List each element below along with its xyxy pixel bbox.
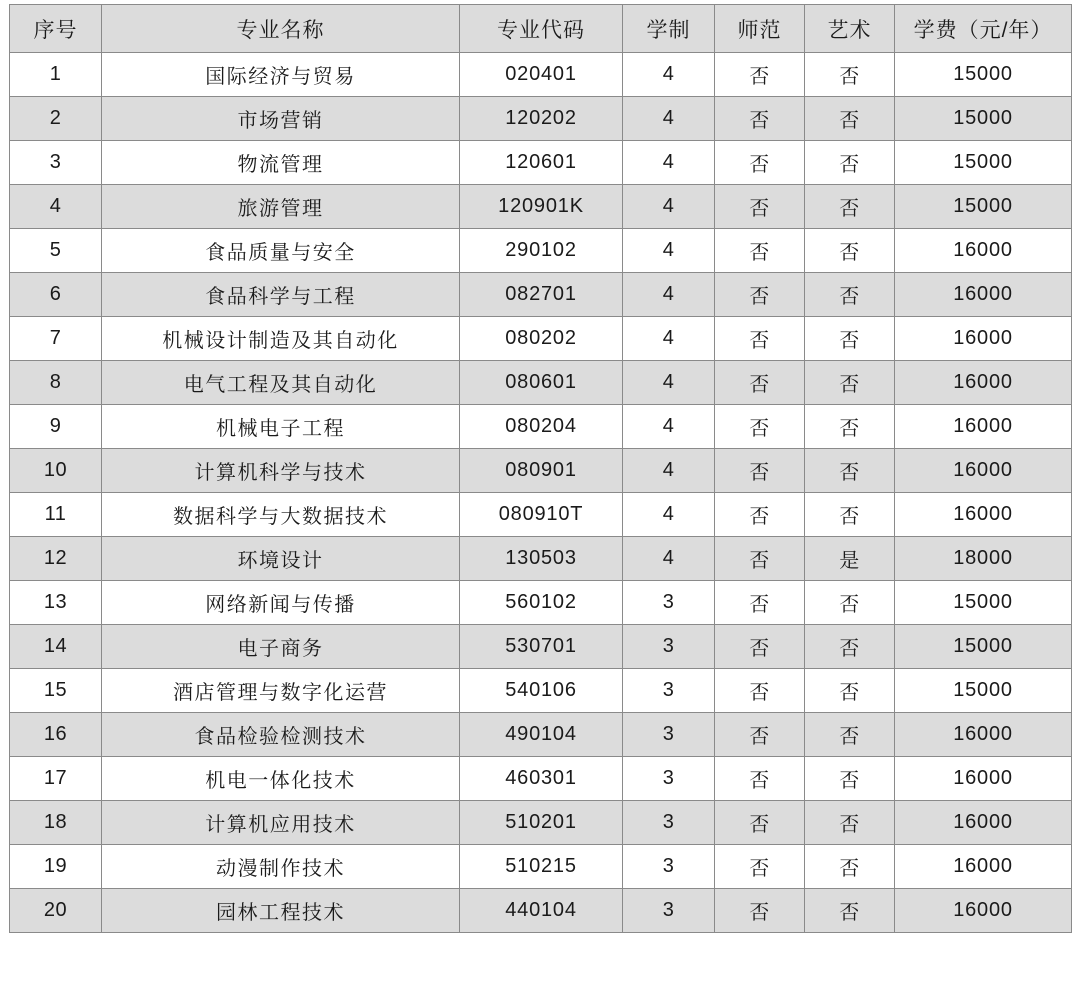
cell-years: 4 <box>623 141 715 185</box>
cell-tuition: 16000 <box>895 713 1072 757</box>
cell-normal: 否 <box>715 493 805 537</box>
cell-tuition: 16000 <box>895 361 1072 405</box>
cell-code: 130503 <box>460 537 623 581</box>
cell-tuition: 16000 <box>895 317 1072 361</box>
cell-years: 3 <box>623 713 715 757</box>
column-header-code: 专业代码 <box>460 5 623 53</box>
table-header-row <box>10 5 1072 53</box>
cell-index: 20 <box>10 889 102 933</box>
cell-art: 是 <box>805 537 895 581</box>
cell-tuition: 16000 <box>895 757 1072 801</box>
cell-code: 082701 <box>460 273 623 317</box>
cell-tuition: 15000 <box>895 625 1072 669</box>
cell-name: 电子商务 <box>102 625 460 669</box>
cell-code: 080601 <box>460 361 623 405</box>
cell-tuition: 18000 <box>895 537 1072 581</box>
cell-normal: 否 <box>715 361 805 405</box>
table-row <box>10 97 1072 141</box>
cell-art: 否 <box>805 625 895 669</box>
cell-code: 530701 <box>460 625 623 669</box>
cell-years: 4 <box>623 317 715 361</box>
table-row <box>10 229 1072 273</box>
cell-code: 510215 <box>460 845 623 889</box>
cell-art: 否 <box>805 669 895 713</box>
cell-code: 510201 <box>460 801 623 845</box>
table-row <box>10 449 1072 493</box>
cell-name: 食品质量与安全 <box>102 229 460 273</box>
cell-years: 4 <box>623 361 715 405</box>
cell-normal: 否 <box>715 537 805 581</box>
cell-normal: 否 <box>715 185 805 229</box>
cell-index: 8 <box>10 361 102 405</box>
cell-name: 数据科学与大数据技术 <box>102 493 460 537</box>
cell-name: 市场营销 <box>102 97 460 141</box>
table-row <box>10 493 1072 537</box>
table-header <box>10 5 1072 53</box>
table-row <box>10 757 1072 801</box>
cell-tuition: 15000 <box>895 141 1072 185</box>
cell-normal: 否 <box>715 757 805 801</box>
cell-years: 3 <box>623 801 715 845</box>
cell-index: 9 <box>10 405 102 449</box>
cell-code: 440104 <box>460 889 623 933</box>
cell-name: 网络新闻与传播 <box>102 581 460 625</box>
cell-index: 11 <box>10 493 102 537</box>
cell-art: 否 <box>805 493 895 537</box>
cell-code: 540106 <box>460 669 623 713</box>
cell-art: 否 <box>805 845 895 889</box>
table-body <box>10 53 1072 933</box>
cell-code: 080202 <box>460 317 623 361</box>
cell-years: 3 <box>623 845 715 889</box>
cell-tuition: 15000 <box>895 97 1072 141</box>
column-header-years: 学制 <box>623 5 715 53</box>
cell-code: 560102 <box>460 581 623 625</box>
table-row <box>10 405 1072 449</box>
cell-index: 4 <box>10 185 102 229</box>
cell-name: 计算机应用技术 <box>102 801 460 845</box>
cell-name: 物流管理 <box>102 141 460 185</box>
table-row <box>10 361 1072 405</box>
cell-normal: 否 <box>715 845 805 889</box>
cell-years: 4 <box>623 53 715 97</box>
table-row <box>10 713 1072 757</box>
cell-code: 460301 <box>460 757 623 801</box>
cell-index: 17 <box>10 757 102 801</box>
cell-index: 1 <box>10 53 102 97</box>
cell-years: 4 <box>623 537 715 581</box>
cell-index: 16 <box>10 713 102 757</box>
cell-code: 080901 <box>460 449 623 493</box>
cell-art: 否 <box>805 141 895 185</box>
cell-years: 3 <box>623 889 715 933</box>
cell-name: 国际经济与贸易 <box>102 53 460 97</box>
cell-years: 4 <box>623 405 715 449</box>
cell-normal: 否 <box>715 801 805 845</box>
cell-index: 3 <box>10 141 102 185</box>
cell-tuition: 16000 <box>895 273 1072 317</box>
cell-art: 否 <box>805 97 895 141</box>
cell-normal: 否 <box>715 449 805 493</box>
cell-tuition: 16000 <box>895 405 1072 449</box>
cell-index: 7 <box>10 317 102 361</box>
cell-tuition: 15000 <box>895 581 1072 625</box>
cell-normal: 否 <box>715 97 805 141</box>
cell-name: 旅游管理 <box>102 185 460 229</box>
cell-years: 4 <box>623 449 715 493</box>
table-row <box>10 625 1072 669</box>
cell-normal: 否 <box>715 625 805 669</box>
cell-code: 490104 <box>460 713 623 757</box>
cell-years: 3 <box>623 669 715 713</box>
cell-art: 否 <box>805 317 895 361</box>
cell-art: 否 <box>805 801 895 845</box>
cell-years: 3 <box>623 757 715 801</box>
table-row <box>10 801 1072 845</box>
cell-name: 食品科学与工程 <box>102 273 460 317</box>
cell-tuition: 15000 <box>895 53 1072 97</box>
cell-code: 120601 <box>460 141 623 185</box>
table-row <box>10 669 1072 713</box>
cell-tuition: 16000 <box>895 845 1072 889</box>
cell-tuition: 16000 <box>895 493 1072 537</box>
cell-name: 电气工程及其自动化 <box>102 361 460 405</box>
cell-art: 否 <box>805 713 895 757</box>
cell-art: 否 <box>805 361 895 405</box>
column-header-normal: 师范 <box>715 5 805 53</box>
table-row <box>10 889 1072 933</box>
cell-name: 园林工程技术 <box>102 889 460 933</box>
cell-index: 18 <box>10 801 102 845</box>
cell-tuition: 16000 <box>895 801 1072 845</box>
cell-years: 4 <box>623 185 715 229</box>
cell-name: 机械设计制造及其自动化 <box>102 317 460 361</box>
cell-index: 6 <box>10 273 102 317</box>
table-row <box>10 845 1072 889</box>
cell-art: 否 <box>805 405 895 449</box>
cell-index: 13 <box>10 581 102 625</box>
cell-art: 否 <box>805 53 895 97</box>
table-row <box>10 141 1072 185</box>
column-header-index: 序号 <box>10 5 102 53</box>
cell-tuition: 16000 <box>895 449 1072 493</box>
cell-name: 计算机科学与技术 <box>102 449 460 493</box>
cell-normal: 否 <box>715 229 805 273</box>
cell-code: 120202 <box>460 97 623 141</box>
cell-normal: 否 <box>715 581 805 625</box>
cell-normal: 否 <box>715 53 805 97</box>
cell-years: 3 <box>623 581 715 625</box>
cell-art: 否 <box>805 581 895 625</box>
majors-table <box>9 4 1072 933</box>
cell-art: 否 <box>805 229 895 273</box>
table-row <box>10 273 1072 317</box>
cell-art: 否 <box>805 185 895 229</box>
cell-normal: 否 <box>715 141 805 185</box>
cell-tuition: 16000 <box>895 889 1072 933</box>
cell-years: 4 <box>623 97 715 141</box>
cell-code: 120901K <box>460 185 623 229</box>
cell-normal: 否 <box>715 317 805 361</box>
cell-name: 机械电子工程 <box>102 405 460 449</box>
cell-index: 14 <box>10 625 102 669</box>
cell-index: 12 <box>10 537 102 581</box>
cell-code: 020401 <box>460 53 623 97</box>
cell-index: 19 <box>10 845 102 889</box>
table-row <box>10 185 1072 229</box>
cell-years: 3 <box>623 625 715 669</box>
cell-index: 2 <box>10 97 102 141</box>
cell-art: 否 <box>805 889 895 933</box>
table-row <box>10 537 1072 581</box>
cell-tuition: 16000 <box>895 229 1072 273</box>
cell-name: 机电一体化技术 <box>102 757 460 801</box>
cell-tuition: 15000 <box>895 185 1072 229</box>
cell-name: 环境设计 <box>102 537 460 581</box>
cell-normal: 否 <box>715 889 805 933</box>
cell-code: 080204 <box>460 405 623 449</box>
column-header-tuition: 学费（元/年） <box>895 5 1072 53</box>
cell-normal: 否 <box>715 273 805 317</box>
cell-code: 080910T <box>460 493 623 537</box>
table-row <box>10 317 1072 361</box>
cell-art: 否 <box>805 757 895 801</box>
cell-years: 4 <box>623 493 715 537</box>
cell-index: 10 <box>10 449 102 493</box>
cell-name: 酒店管理与数字化运营 <box>102 669 460 713</box>
cell-normal: 否 <box>715 405 805 449</box>
cell-normal: 否 <box>715 669 805 713</box>
cell-art: 否 <box>805 273 895 317</box>
cell-art: 否 <box>805 449 895 493</box>
cell-normal: 否 <box>715 713 805 757</box>
cell-code: 290102 <box>460 229 623 273</box>
column-header-art: 艺术 <box>805 5 895 53</box>
column-header-name: 专业名称 <box>102 5 460 53</box>
table-row <box>10 581 1072 625</box>
cell-years: 4 <box>623 229 715 273</box>
cell-years: 4 <box>623 273 715 317</box>
cell-index: 5 <box>10 229 102 273</box>
table-row <box>10 53 1072 97</box>
cell-tuition: 15000 <box>895 669 1072 713</box>
cell-name: 动漫制作技术 <box>102 845 460 889</box>
cell-name: 食品检验检测技术 <box>102 713 460 757</box>
cell-index: 15 <box>10 669 102 713</box>
